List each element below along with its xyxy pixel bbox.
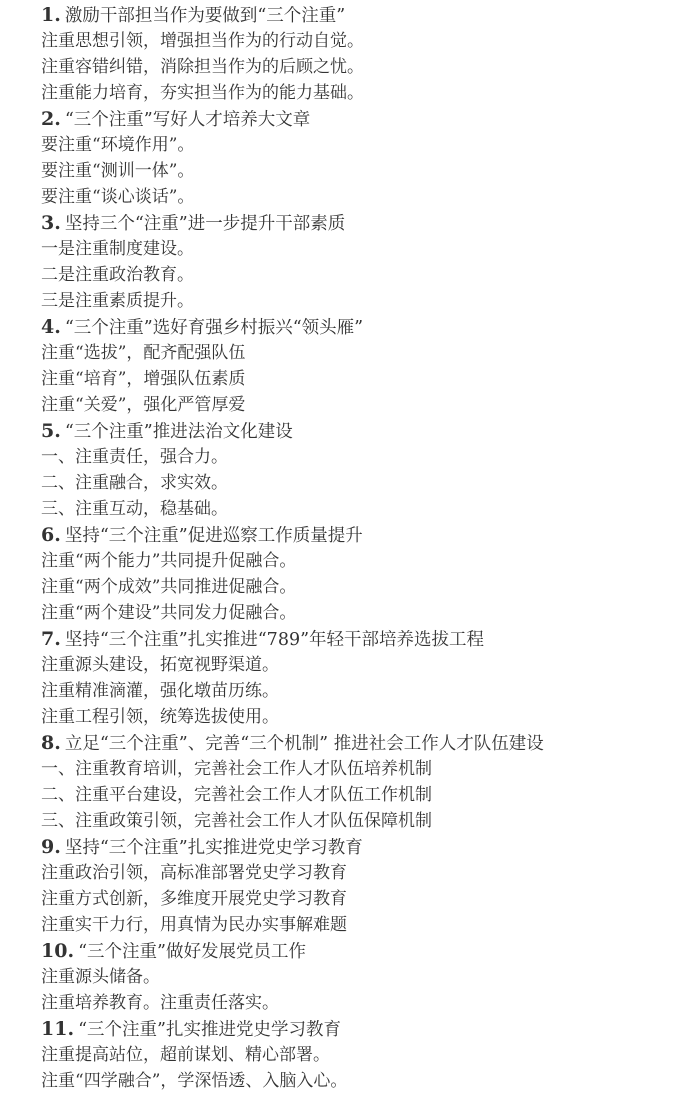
list-item: 注重源头建设，拓宽视野渠道。 [41,655,279,675]
list-item: 注重“关爱”，强化严管厚爱 [41,395,246,415]
section-heading [41,626,681,652]
list-item: 一是注重制度建设。 [41,239,194,259]
list-item: 注重容错纠错，消除担当作为的后顾之忧。 [41,57,364,77]
list-item: 二、注重平台建设，完善社会工作人才队伍工作机制 [41,785,432,805]
list-item: 注重“两个建设”共同发力促融合。 [41,603,297,623]
list-item: 注重源头储备。 [41,967,160,987]
section-title: “三个注重”做好发展党员工作 [78,942,306,962]
section-title: 坚持“三个注重”扎实推进“789”年轻干部培养选拔工程 [64,630,485,650]
section-title: 激励干部担当作为要做到“三个注重” [64,6,346,26]
section-heading [41,418,681,444]
list-item: 三、注重政策引领，完善社会工作人才队伍保障机制 [41,811,432,831]
list-item: 注重“两个成效”共同推进促融合。 [41,577,297,597]
list-item: 注重思想引领，增强担当作为的行动自觉。 [41,31,364,51]
section-number: 1. [41,4,61,26]
document-body [41,2,681,1094]
list-item: 二、注重融合，求实效。 [41,473,228,493]
list-item: 要注重“谈心谈话”。 [41,187,195,207]
list-item: 注重培养教育。注重责任落实。 [41,993,279,1013]
list-item: 三是注重素质提升。 [41,291,194,311]
section-heading [41,1016,681,1042]
list-item: 一、注重教育培训，完善社会工作人才队伍培养机制 [41,759,432,779]
section-heading [41,730,681,756]
section-number: 2. [41,108,61,130]
list-item: 注重政治引领，高标准部署党史学习教育 [41,863,347,883]
section-title: 立足“三个注重”、完善“三个机制” 推进社会工作人才队伍建设 [64,734,544,754]
section-title: “三个注重”扎实推进党史学习教育 [78,1020,341,1040]
section-number: 9. [41,836,61,858]
section-heading [41,938,681,964]
section-number: 7. [41,628,61,650]
section-heading [41,834,681,860]
section-title: “三个注重”写好人才培养大文章 [64,110,311,130]
list-item: 注重“两个能力”共同提升促融合。 [41,551,297,571]
section-number: 8. [41,732,61,754]
list-item: 注重“四学融合”，学深悟透、入脑入心。 [41,1071,348,1091]
section-number: 5. [41,420,61,442]
list-item: 注重方式创新，多维度开展党史学习教育 [41,889,347,909]
section-number: 11. [41,1018,75,1040]
section-title: 坚持“三个注重”促进巡察工作质量提升 [64,526,363,546]
section-title: “三个注重”推进法治文化建设 [64,422,293,442]
section-title: 坚持三个“注重”进一步提升干部素质 [64,214,346,234]
section-title: “三个注重”选好育强乡村振兴“领头雁” [64,318,364,338]
list-item: 注重精准滴灌，强化墩苗历练。 [41,681,279,701]
list-item: 注重工程引领，统筹选拔使用。 [41,707,279,727]
section-heading [41,106,681,132]
list-item: 注重实干力行，用真情为民办实事解难题 [41,915,347,935]
section-heading [41,522,681,548]
list-item: 三、注重互动，稳基础。 [41,499,228,519]
list-item: 注重“培育”，增强队伍素质 [41,369,246,389]
section-number: 10. [41,940,75,962]
section-number: 4. [41,316,61,338]
section-heading [41,2,681,28]
list-item: 要注重“测训一体”。 [41,161,195,181]
list-item: 要注重“环境作用”。 [41,135,195,155]
section-heading [41,314,681,340]
section-number: 6. [41,524,61,546]
list-item: 注重能力培育，夯实担当作为的能力基础。 [41,83,364,103]
section-number: 3. [41,212,61,234]
list-item: 注重“选拔”，配齐配强队伍 [41,343,246,363]
list-item: 一、注重责任，强合力。 [41,447,228,467]
section-title: 坚持“三个注重”扎实推进党史学习教育 [64,838,363,858]
list-item: 二是注重政治教育。 [41,265,194,285]
section-heading [41,210,681,236]
list-item: 注重提高站位，超前谋划、精心部署。 [41,1045,330,1065]
